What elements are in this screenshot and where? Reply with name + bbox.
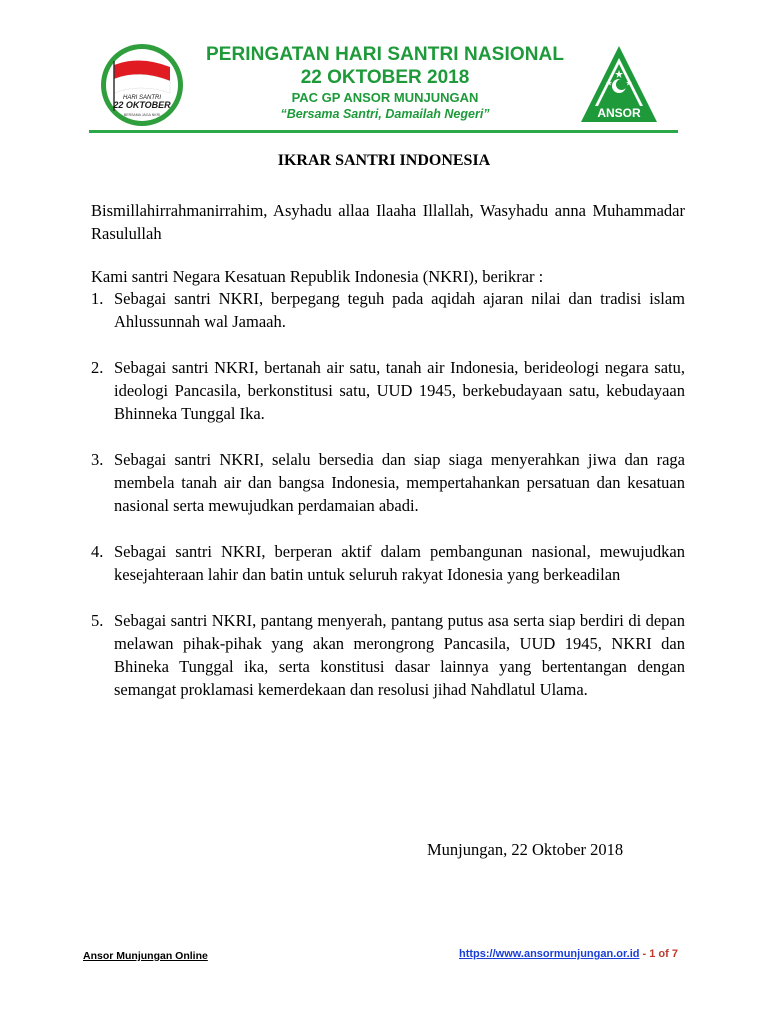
document-title: IKRAR SANTRI INDONESIA — [277, 152, 491, 169]
footer-site-name: Ansor Munjungan Online — [83, 950, 208, 962]
header-date: 22 OKTOBER 2018 — [300, 67, 470, 88]
ansor-logo — [579, 44, 659, 126]
svg-text:HARI SANTRI: HARI SANTRI — [122, 95, 162, 101]
list-item: 3. Sebagai santri NKRI, selalu bersedia dan siap siaga menyerahkan jiwa dan raga membela tanah air dan bangsa Indonesia, mempertahankan persatuan dan kesatuan nasional serta mewujudkan perdamaian abadi. — [91, 450, 685, 515]
signature-place-date: Munjungan, 22 Oktober 2018 — [427, 840, 624, 859]
lead-sentence: Kami santri Negara Kesatuan Republik Indonesia (NKRI), berikrar : — [91, 267, 544, 286]
svg-text:BERSAMA JAGA NKRI: BERSAMA JAGA NKRI — [123, 113, 161, 117]
page-number: - 1 of 7 — [639, 948, 678, 960]
header-title: PERINGATAN HARI SANTRI NASIONAL — [205, 44, 565, 65]
hari-santri-logo — [100, 43, 184, 127]
header-divider — [89, 130, 678, 133]
opening-paragraph: Bismillahirrahmanirrahim, Asyhadu allaa Ilaaha Illallah, Wasyhadu anna Muhammadar Rasulullah — [91, 201, 685, 243]
list-item: 5. Sebagai santri NKRI, pantang menyerah, pantang putus asa serta siap berdiri di depan melawan pihak-pihak yang akan merongrong Pancasila, UUD 1945, NKRI dan Bhineka Tunggal ika, serta konstitusi dasar lainnya yang bertentangan dengan semangat proklamasi kemerdekaan dan resolusi jihad Nahdlatul Ulama. — [91, 611, 685, 699]
svg-text:22 OKTOBER: 22 OKTOBER — [113, 100, 171, 110]
footer-right — [459, 948, 678, 960]
list-item: 4. Sebagai santri NKRI, berperan aktif dalam pembangunan nasional, mewujudkan kesejahteraan lahir dan batin untuk seluruh rakyat Idonesia yang berkeadilan — [91, 542, 685, 584]
footer-link[interactable]: https://www.ansormunjungan.or.id — [459, 948, 640, 960]
list-item: 2. Sebagai santri NKRI, bertanah air satu, tanah air Indonesia, berideologi negara satu, ideologi Pancasila, berkonstitusi satu, UUD 1945, berkebudayaan satu, kebudayaan Bhinneka Tunggal Ika. — [91, 358, 685, 423]
list-item: 1. Sebagai santri NKRI, berpegang teguh pada aqidah ajaran nilai dan tradisi islam Ahlussunnah wal Jamaah. — [91, 289, 685, 331]
pledge-list — [91, 287, 685, 701]
header-org: PAC GP ANSOR MUNJUNGAN — [291, 90, 479, 105]
svg-text:ANSOR: ANSOR — [597, 106, 641, 120]
header-tagline: “Bersama Santri, Damailah Negeri” — [280, 107, 490, 121]
